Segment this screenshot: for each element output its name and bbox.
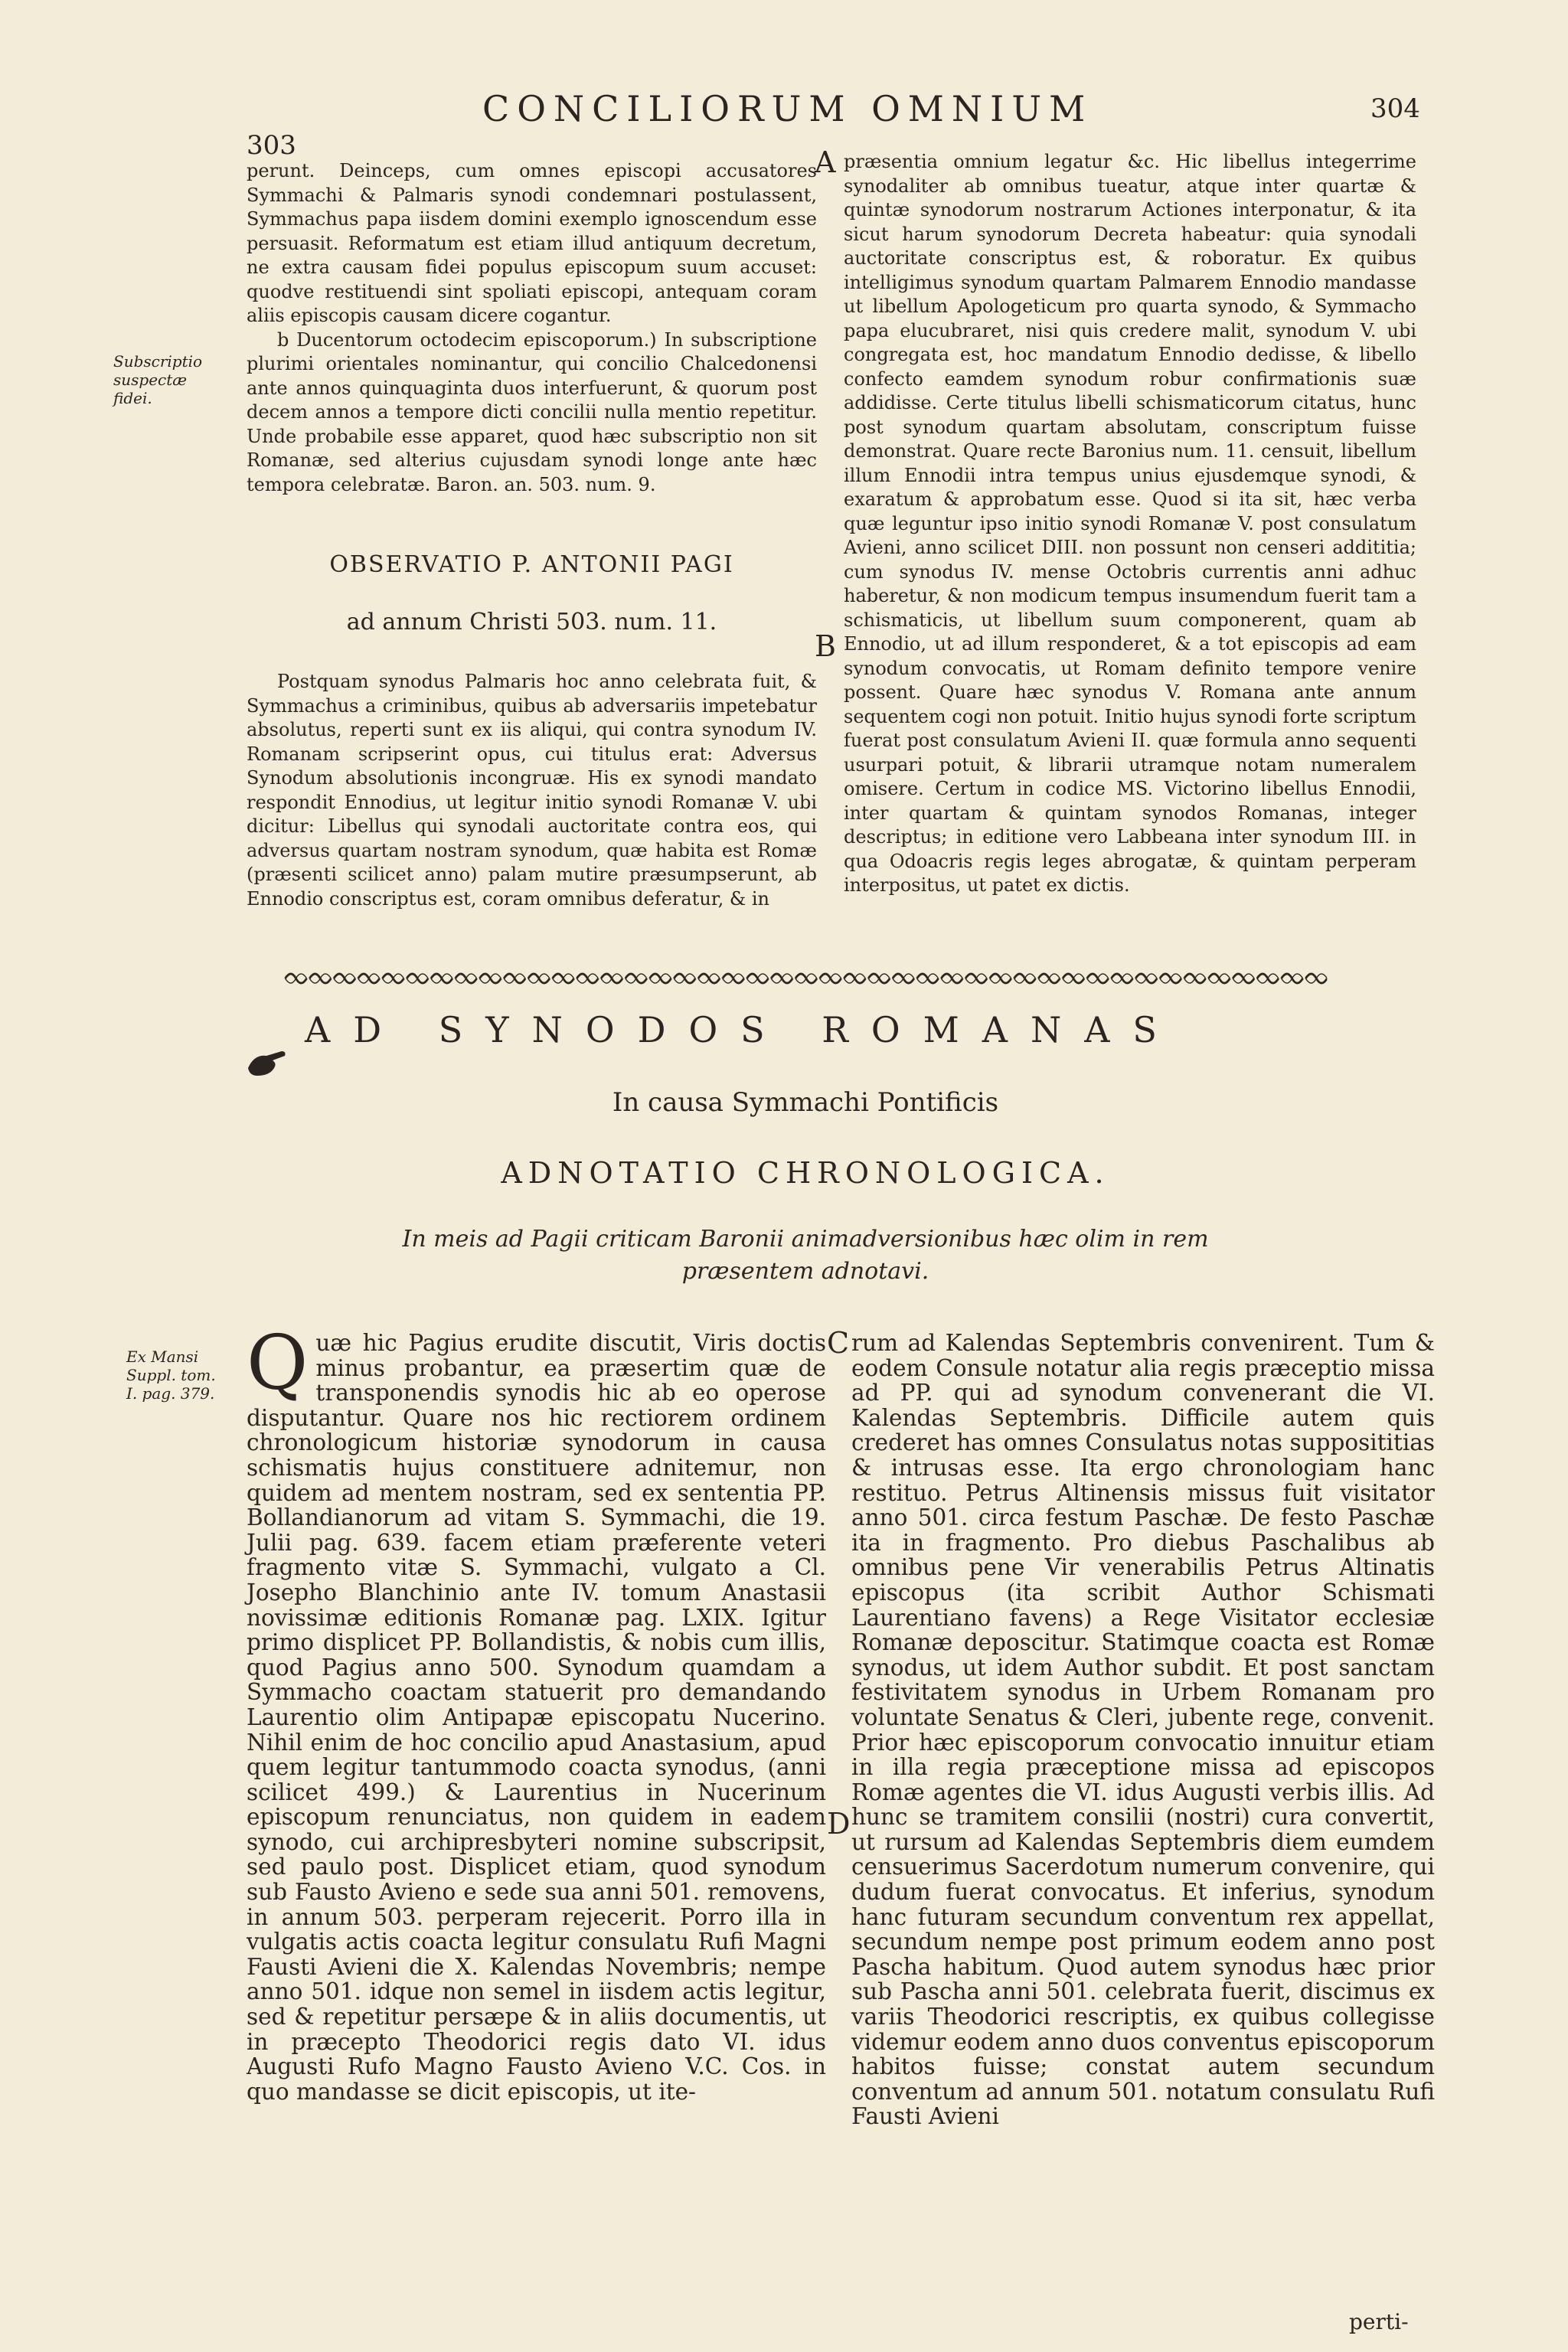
page-number-right: 304 [1370,93,1420,124]
margin-note-mansi: Ex Mansi Suppl. tom. I. pag. 379. [126,1348,216,1403]
margin-note-subscriptio: Subscriptio suspectæ fidei. [113,352,203,407]
running-title: CONCILIORUM OMNIUM [482,88,1093,129]
italic-note-line: præsentem adnotavi. [681,1258,929,1285]
top-right-column [844,150,1416,898]
side-letter-d: D [827,1807,851,1841]
observation-body [247,670,817,911]
italic-note [247,1223,1364,1288]
bottom-left-column [247,1320,826,2105]
side-letter-c: C [827,1326,850,1360]
side-letter-b: B [815,629,836,663]
paragraph: Postquam synodus Palmaris hoc anno celebrata fuit, & Symmachus a criminibus, quibus ab adversariis impetebatur absolutus, reperti sunt ex iis aliqui, qui contra synodum IV. Romanam scripserint opus, cui titulus erat: Adversus Synodum absolutionis incongruæ. His ex synodi mandato respondit Ennodius, ut legitur initio synodi Romanæ V. ubi dicitur: Libellus qui synodali auctoritate contra eos, qui adversus quartam nostram synodum, quæ habita est Romæ (præsenti scilicet anno) palam mutire præsumpserunt, ab Ennodio conscriptus est, coram omnibus deferatur, & in [247,671,817,910]
section-title: AD SYNODOS ROMANAS [305,1009,1180,1050]
paragraph: præsentia omnium legatur &c. Hic libellus integerrime synodaliter ab omnibus tueatur, atque inter quartæ & quintæ synodorum nostrarum Actiones interponatur, & ita sicut harum synodorum Decreta habeatur: quia synodali auctoritate conscriptus est, & roboratur. Ex quibus intelligimus synodum quartam Palmarem Ennodio mandasse ut libellum Apologeticum pro quarta synodo, & Symmacho papa elucubraret, nisi quis credere malit, synodum V. ubi congregata est, hoc mandatum Ennodio dedisse, & libello confecto eamdem synodum robur confirmationis suæ addidisse. Certe titulus libelli schismaticorum citatus, hunc post synodum quartam absolutam, conscriptum fuisse demonstrat. Quare recte Baronius num. 11. censuit, libellum illum Ennodii intra tempus unius ejusdemque synodi, & exaratum & approbatum esse. Quod si ita sit, hæc verba quæ leguntur ipso initio synodi Romanæ V. post consulatum Avieni, anno scilicet DIII. non possunt non censeri addititia; cum synodus IV. mense Octobris currentis anni adhuc haberetur, & non modicum tempus insumendum fuerit tam a schismaticis, ut libellum suum componerent, quam ab Ennodio, ut ad illum responderet, & a tot episcopis ad eam synodum convocatis, ut Romam definito tempore venire possent. Quare hæc synodus V. Romana ante annum sequentem cogi non potuit. Initio hujus synodi forte scriptum fuerat post consulatum Avieni II. quæ formula anno sequenti usurpari potuit, & librarii utramque notam numeralem omisere. Certum in codice MS. Victorino libellus Ennodii, inter quartam & quintam synodos Romanas, integer descriptus; in editione vero Labbeana inter synodum III. in qua Odoacris regis leges abrogatæ, & quintam perperam interpositus, ut patet ex dictis. [844,151,1416,896]
page-number-left: 303 [247,130,296,161]
catchword: perti- [1349,2309,1409,2334]
paragraph: rum ad Kalendas Septembris convenirent. Tum & eodem Consule notatur alia regis præceptio missa ad PP. qui ad synodum convenerant die VI. Kalendas Septembris. Difficile autem quis crederet has omnes Consulatus notas supposititias & intrusas esse. Ita ergo chronologiam hanc restituo. Petrus Altinensis missus fuit visitator anno 501. circa festum Paschæ. De festo Paschæ ita in fragmento. Pro diebus Paschalibus ab omnibus pene Vir venerabilis Petrus Altinatis episcopus (ita scribit Author Schismati Laurentiano favens) a Rege Visitator ecclesiæ Romanæ deposcitur. Statimque coacta est Romæ synodus, ut idem Author subdit. Et post sanctam festivitatem synodus in Urbem Romanam pro voluntate Senatus & Cleri, jubente rege, convenit. Prior hæc episcoporum convocatio innuitur etiam in illa regia præceptione missa ad episcopos Romæ agentes die VI. idus Augusti verbis illis. Ad hunc se tramitem consilii (nostri) cura convertit, ut rursum ad Kalendas Septembris diem eumdem censuerimus Sacerdotum numerum convenire, qui dudum fuerat convocatus. Et inferius, synodum hanc futuram secundum conventum rex appellat, secundum nempe post primum eodem anno post Pascha habitum. Quod autem synodus hæc prior sub Pascha anni 501. celebrata fuerit, discimus ex variis Theodorici rescriptis, ex quibus collegisse videmur eodem anno duos conventus episcoporum habitos fuisse; constat autem secundum conventum ad annum 501. notatum consulatu Rufi Fausti Avieni [851,1330,1435,2130]
side-letter-a: A [815,145,836,179]
paragraph: perunt. Deinceps, cum omnes episcopi accusatores Symmachi & Palmaris synodi condemnari postulassent, Symmachus papa iisdem domini exemplo ignoscendum esse persuasit. Reformatum est etiam illud antiquum decretum, ne extra causam fidei populus episcopum suum accuset: quodve restituendi sint spoliati episcopi, antequam coram aliis episcopis causam dicere cogantur. [247,160,817,326]
chronological-title: ADNOTATIO CHRONOLOGICA. [501,1156,1110,1190]
observation-title: OBSERVATIO P. ANTONII PAGI [329,551,734,578]
ornamental-rule [247,968,1364,989]
drop-cap: Q [247,1320,309,1407]
bottom-right-column [851,1331,1435,2129]
paragraph: uæ hic Pagius erudite discutit, Viris doctis minus probantur, ea præsertim quæ de transponendis synodis hic ab eo operose disputantur. Quare nos hic rectiorem ordinem chronologicum historiæ synodorum in causa schismatis hujus constituere adnitemur, non quidem ad mentem nostram, sed ex sententia PP. Bollandianorum ad vitam S. Symmachi, die 19. Julii pag. 639. facem etiam præferente veteri fragmento vitæ S. Symmachi, vulgato a Cl. Josepho Blanchinio ante IV. tomum Anastasii novissimæ editionis Romanæ pag. LXIX. Igitur primo displicet PP. Bollandistis, & nobis cum illis, quod Pagius anno 500. Synodum quamdam a Symmacho coactam statuerit pro demandando Laurentio olim Antipapæ episcopatu Nucerino. Nihil enim de hoc concilio apud Anastasium, apud quem legitur tantummodo coacta synodus, (anni scilicet 499.) & Laurentius in Nucerinum episcopum renunciatus, non quidem in eadem synodo, cui archipresbyteri nomine subscripsit, sed paulo post. Displicet etiam, quod synodum sub Fausto Avieno e sede sua anni 501. removens, in annum 503. perperam rejecerit. Porro illa in vulgatis actis coacta legitur consulatu Rufi Magni Fausti Avieni die X. Kalendas Novembris; nempe anno 501. idque non semel in iisdem actis legitur, sed & repetitur persæpe & in aliis documentis, ut in præcepto Theodorici regis dato VI. idus Augusti Rufo Magno Fausto Avieno V.C. Cos. in quo mandasse se dicit episcopis, ut ite- [247,1330,826,2105]
paragraph: b Ducentorum octodecim episcoporum.) In subscriptione plurimi orientales nominantur, qui concilio Chalcedonensi ante annos quinquaginta duos interfuerunt, & quorum post decem annos a tempore dicti concilii nulla mentio repetitur. Unde probabile esse apparet, quod hæc subscriptio non sit Romanæ, sed alterius cujusdam synodi longe ante hæc tempora celebratæ. Baron. an. 503. num. 9. [247,328,817,495]
italic-note-line: In meis ad Pagii criticam Baronii animadversionibus hæc olim in rem [402,1226,1209,1253]
section-subtitle: In causa Symmachi Pontificis [612,1087,999,1118]
top-left-column [247,159,817,497]
pointing-hand-icon [243,1037,289,1083]
observation-subtitle: ad annum Christi 503. num. 11. [346,609,717,635]
